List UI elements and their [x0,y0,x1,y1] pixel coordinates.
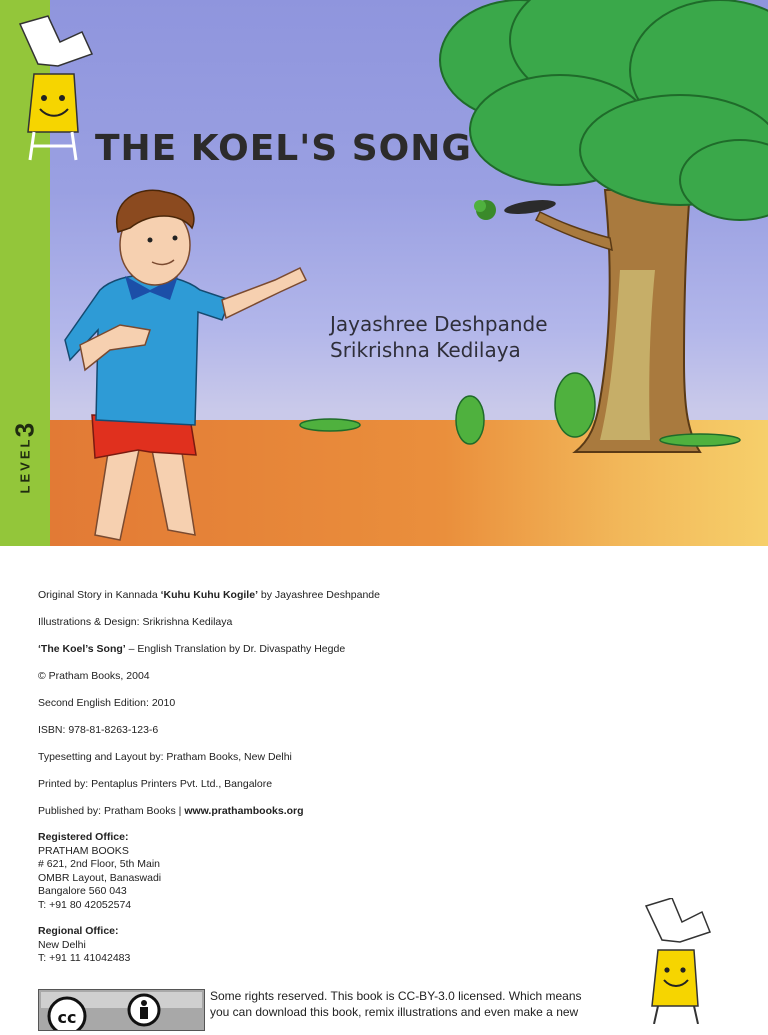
printer-line: Printed by: Pentaplus Printers Pvt. Ltd., Bangalore [38,778,273,790]
imprint-page [38,588,598,979]
edition-line: Second English Edition: 2010 [38,697,176,709]
regional-office [38,925,598,966]
regional-office-heading: Regional Office: [38,925,119,937]
boy-figure [65,190,306,540]
license-line: you can download this book, remix illustrations and even make a new [210,1005,579,1019]
isbn-line: ISBN: 978-81-8263-123-6 [38,724,159,736]
address-line: # 621, 2nd Floor, 5th Main [38,858,160,870]
tree-branch [536,212,612,250]
license-line: Some rights reserved. This book is CC-BY-3.0 licensed. Which means [210,989,582,1003]
publisher-line [38,804,598,818]
address-line: PRATHAM BOOKS [38,844,129,857]
address-line: New Delhi [38,938,86,951]
reading-mascot-icon [12,14,94,164]
cc-badge-text: cc [57,1008,77,1027]
copyright-line: © Pratham Books, 2004 [38,670,150,682]
original-story-title: ‘Kuhu Kuhu Kogile’ [160,589,258,601]
cc-by-badge [38,989,205,1031]
translation-credit: – English Translation by Dr. Divaspathy Hegde [125,643,346,655]
phone-line: T: +91 80 42052574 [38,898,132,911]
publisher-prefix: Published by: Pratham Books | [38,805,185,817]
tree-foliage [440,0,768,220]
original-story-line [38,588,598,602]
illustrator-name: Srikrishna Kedilaya [330,338,521,362]
address-line: Bangalore 560 043 [38,885,127,897]
illustrations-credit: Illustrations & Design: Srikrishna Kedilaya [38,616,233,628]
level-number: 3 [9,422,40,438]
original-story-prefix: Original Story in Kannada [38,589,161,601]
translation-title: ‘The Koel’s Song’ [38,643,126,655]
publisher-url-link[interactable]: www.prathambooks.org [184,805,304,817]
original-story-author: by Jayashree Deshpande [257,589,380,601]
book-title: THE KOEL'S SONG [95,128,472,169]
translation-line [38,642,598,656]
reading-mascot-icon [640,898,712,1024]
author-name: Jayashree Deshpande [330,312,548,336]
address-line: OMBR Layout, Banaswadi [38,871,162,884]
phone-line: T: +91 11 41042483 [38,952,131,964]
license-text [210,988,630,1020]
registered-office-heading: Registered Office: [38,831,129,843]
cc-license-icon [39,990,204,1030]
typesetting-line: Typesetting and Layout by: Pratham Books, New Delhi [38,751,292,763]
registered-office [38,831,598,912]
level-label: LEVEL [17,436,33,494]
